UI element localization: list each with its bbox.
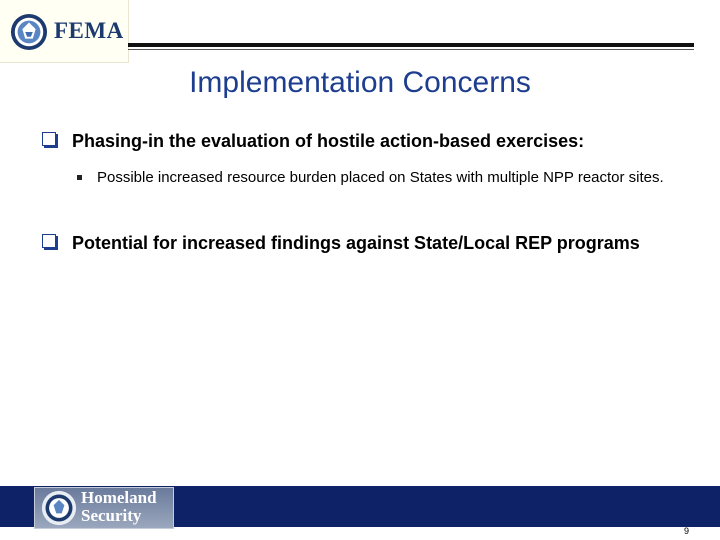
sub-bullet-1 <box>77 168 677 187</box>
square-bullet-icon <box>77 175 82 180</box>
page-number: 9 <box>684 526 690 536</box>
checkbox-bullet-icon <box>42 132 56 146</box>
header-rule-thin <box>128 49 694 50</box>
bullet-1 <box>42 129 682 153</box>
bullet-2 <box>42 231 662 255</box>
dhs-seal-icon <box>10 13 48 51</box>
slide-title: Implementation Concerns <box>189 66 531 99</box>
dhs-seal-icon <box>41 490 77 526</box>
fema-logo <box>0 0 129 63</box>
sub-bullet-1-text: Possible increased resource burden placed on States with multiple NPP reactor sites. <box>97 169 664 186</box>
logo-line-2: Security <box>81 506 142 525</box>
bullet-1-text: Phasing-in the evaluation of hostile action-based exercises: <box>72 131 585 151</box>
logo-line-1: Homeland <box>81 488 157 507</box>
checkbox-bullet-icon <box>42 234 56 248</box>
fema-wordmark: FEMA <box>54 18 124 43</box>
header-rule-thick <box>128 43 694 47</box>
bullet-2-text: Potential for increased findings against State/Local REP programs <box>72 233 640 253</box>
homeland-security-logo <box>34 487 174 529</box>
homeland-security-wordmark <box>81 489 157 525</box>
